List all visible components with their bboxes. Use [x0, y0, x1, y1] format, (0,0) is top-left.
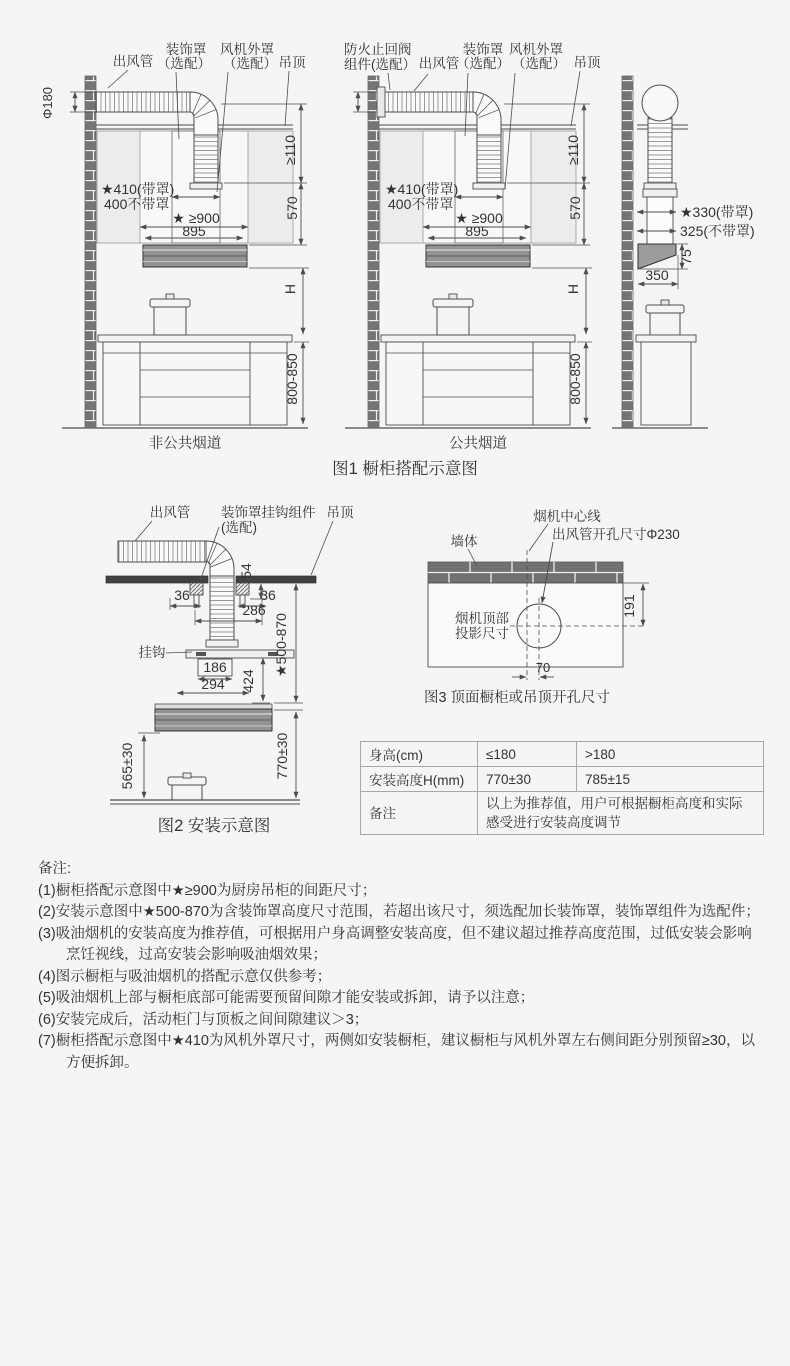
dim-350: 350 [645, 267, 669, 283]
dim-70: 70 [535, 660, 551, 675]
notes-title: 备注: [38, 861, 72, 877]
cover-cap [643, 189, 677, 197]
hood-profile [638, 244, 676, 269]
note-item-2: (2)安装示意图中★500-870为含装饰罩高度尺寸范围，若超出该尺寸，须选配加长装饰罩，装饰罩组件为选配件； [38, 904, 760, 920]
leader-valve [388, 73, 390, 90]
outlet-duct-vertical [648, 118, 672, 183]
hook-left [196, 652, 206, 656]
dim-800-850: 800-850 [567, 353, 583, 405]
pot-knob [183, 773, 191, 778]
label-fire-valve-1: 防火止回阀 [344, 42, 412, 57]
kitchen-elevation-right [345, 76, 592, 428]
label-outlet-pipe: 出风管 [112, 54, 154, 69]
dim-286: 286 [242, 602, 266, 618]
hook-bracket-left [190, 583, 203, 595]
dim-54: 54 [238, 563, 254, 579]
dim-800-850: 800-850 [284, 353, 300, 405]
dim-410: ★410(带罩) [385, 181, 459, 197]
label-fan-cover: 风机外罩 [220, 42, 274, 57]
duct-elbow-profile [642, 85, 678, 121]
figure3-caption: 图3 顶面橱柜或吊顶开孔尺寸 [423, 690, 611, 706]
note-item-7: (7)橱柜搭配示意图中★410为风机外罩尺寸，两侧如安装橱柜，建议橱柜与风机外罩左右侧间距分别预留≥30，以方便拆卸。 [38, 1033, 755, 1071]
fan-cover-profile [647, 197, 673, 244]
table-cell-height-le180: ≤180 [478, 742, 577, 767]
figure1-right-diagram [344, 41, 601, 452]
brick-wall [622, 76, 633, 428]
hook-bracket-right [236, 583, 249, 595]
fire-check-valve [377, 87, 385, 117]
label-fan-optional: （选配） [223, 56, 277, 71]
dim-ge900: ★ ≥900 [455, 210, 503, 226]
table-cell-install-v1: 770±30 [478, 767, 577, 792]
outlet-duct-horizontal [118, 541, 206, 562]
dim-410: ★410(带罩) [101, 181, 175, 197]
leader-outlet [108, 70, 128, 88]
dim-565: 565±30 [119, 742, 135, 790]
pot-knob [661, 300, 669, 305]
caption-nonpublic-flue: 非公共烟道 [148, 436, 222, 452]
label-ceiling: 吊顶 [278, 55, 306, 70]
dim-186: 186 [203, 659, 227, 675]
pot-body [172, 785, 202, 800]
dim-phi180: Φ180 [40, 86, 55, 120]
dim-570: 570 [567, 196, 583, 220]
dim-500-870: ★500-870 [273, 613, 289, 677]
leader-ceiling [285, 71, 289, 126]
label-outlet-pipe: 出风管 [149, 505, 191, 520]
leader-outlet [414, 74, 428, 91]
ceiling-bar-left [106, 576, 208, 583]
table-row [361, 792, 764, 835]
table-cell-remark-label: 备注 [361, 792, 478, 835]
dim-H: H [282, 283, 298, 295]
label-hook-assembly: 装饰罩挂钩组件 [221, 505, 316, 520]
table-cell-height-label: 身高(cm) [361, 742, 478, 767]
kitchen-elevation-left [62, 76, 309, 428]
label-ceiling: 吊顶 [573, 55, 601, 70]
label-fire-valve-2: 组件(选配） [344, 57, 416, 72]
label-duct-hole-size: 出风管开孔尺寸Φ230 [552, 527, 680, 542]
label-projection-2: 投影尺寸 [455, 626, 509, 641]
label-decor-cover: 装饰罩 [462, 42, 504, 57]
table-row [361, 742, 764, 767]
dim-325: 325(不带罩) [680, 223, 755, 239]
label-decor-optional: （选配） [456, 56, 510, 71]
dim-400: 400不带罩 [104, 196, 170, 212]
figure1-caption: 图1 橱柜搭配示意图 [332, 460, 478, 478]
label-outlet-pipe: 出风管 [418, 56, 460, 71]
table-row [361, 767, 764, 792]
dim-424: 424 [240, 669, 256, 693]
figure2-caption: 图2 安装示意图 [157, 817, 271, 835]
figure1 [40, 41, 755, 478]
duct-flange [644, 183, 676, 189]
table-cell-install-label: 安装高度H(mm) [361, 767, 478, 792]
leader-ceiling [571, 71, 580, 126]
note-item-5: (5)吸油烟机上部与橱柜底部可能需要预留间隙才能安装或拆卸，请予以注意； [38, 990, 535, 1006]
label-hood-centerline: 烟机中心线 [533, 509, 601, 524]
label-projection-1: 烟机顶部 [455, 611, 509, 626]
dim-895: 895 [182, 223, 206, 239]
dim-770: 770±30 [274, 732, 290, 780]
dim-ge110: ≥110 [565, 134, 581, 166]
dim-400: 400不带罩 [388, 196, 454, 212]
note-item-6: (6)安装完成后，活动柜门与顶板之间间隙建议＞3； [38, 1011, 369, 1028]
installation-height-table [360, 741, 764, 835]
label-wall: 墙体 [450, 534, 478, 549]
caption-public-flue: 公共烟道 [449, 436, 507, 452]
dim-191: 191 [621, 594, 637, 618]
label-hook-assembly-optional: (选配) [221, 520, 257, 535]
label-ceiling: 吊顶 [326, 505, 354, 520]
leader-outlet [135, 521, 152, 541]
figure2 [106, 504, 354, 835]
dim-895: 895 [465, 223, 489, 239]
figure3 [424, 508, 680, 706]
table-cell-install-v2: 785±15 [577, 767, 764, 792]
pot-lid [646, 305, 684, 313]
table-cell-remark-text: 以上为推荐值，用户可根据橱柜高度和实际感受进行安装高度调节 [478, 792, 764, 835]
dim-H: H [565, 283, 581, 295]
duct-flange [206, 640, 238, 647]
label-fan-optional: （选配） [512, 56, 566, 71]
dim-330: ★330(带罩) [680, 204, 754, 220]
note-item-4: (4)图示橱柜与吸油烟机的搭配示意仅供参考； [38, 968, 332, 985]
dim-294: 294 [201, 676, 225, 692]
note-item-3: (3)吸油烟机的安装高度为推荐值，可根据用户身高调整安装高度，但不建议超过推荐高度范围，过低安装会影响烹饪视线，过高安装会影响吸油烟效果； [38, 925, 752, 963]
dim-ge110: ≥110 [282, 134, 298, 166]
label-hook: 挂钩 [138, 645, 166, 660]
table-cell-height-gt180: >180 [577, 742, 764, 767]
dim-36-left: 36 [174, 587, 190, 603]
dim-ge900: ★ ≥900 [172, 210, 220, 226]
label-fan-cover: 风机外罩 [509, 42, 563, 57]
label-decor-cover: 装饰罩 [165, 42, 207, 57]
dim-75: 75 [678, 249, 694, 265]
note-item-1: (1)橱柜搭配示意图中★≥900为厨房吊柜的间距尺寸； [38, 882, 377, 899]
dim-36-right: 36 [260, 587, 276, 603]
label-decor-optional: （选配） [157, 56, 211, 71]
figure1-left-diagram [40, 41, 309, 452]
figure1-side-view [612, 76, 755, 428]
outlet-duct-vertical [210, 576, 234, 640]
leader-centerline [529, 524, 548, 551]
notes-section [38, 859, 760, 1074]
dim-570: 570 [284, 196, 300, 220]
countertop [636, 335, 696, 342]
leader-ceiling [311, 521, 333, 575]
hood-top-strip [155, 704, 272, 709]
pot-body [650, 313, 680, 335]
base-cabinet [641, 342, 691, 425]
